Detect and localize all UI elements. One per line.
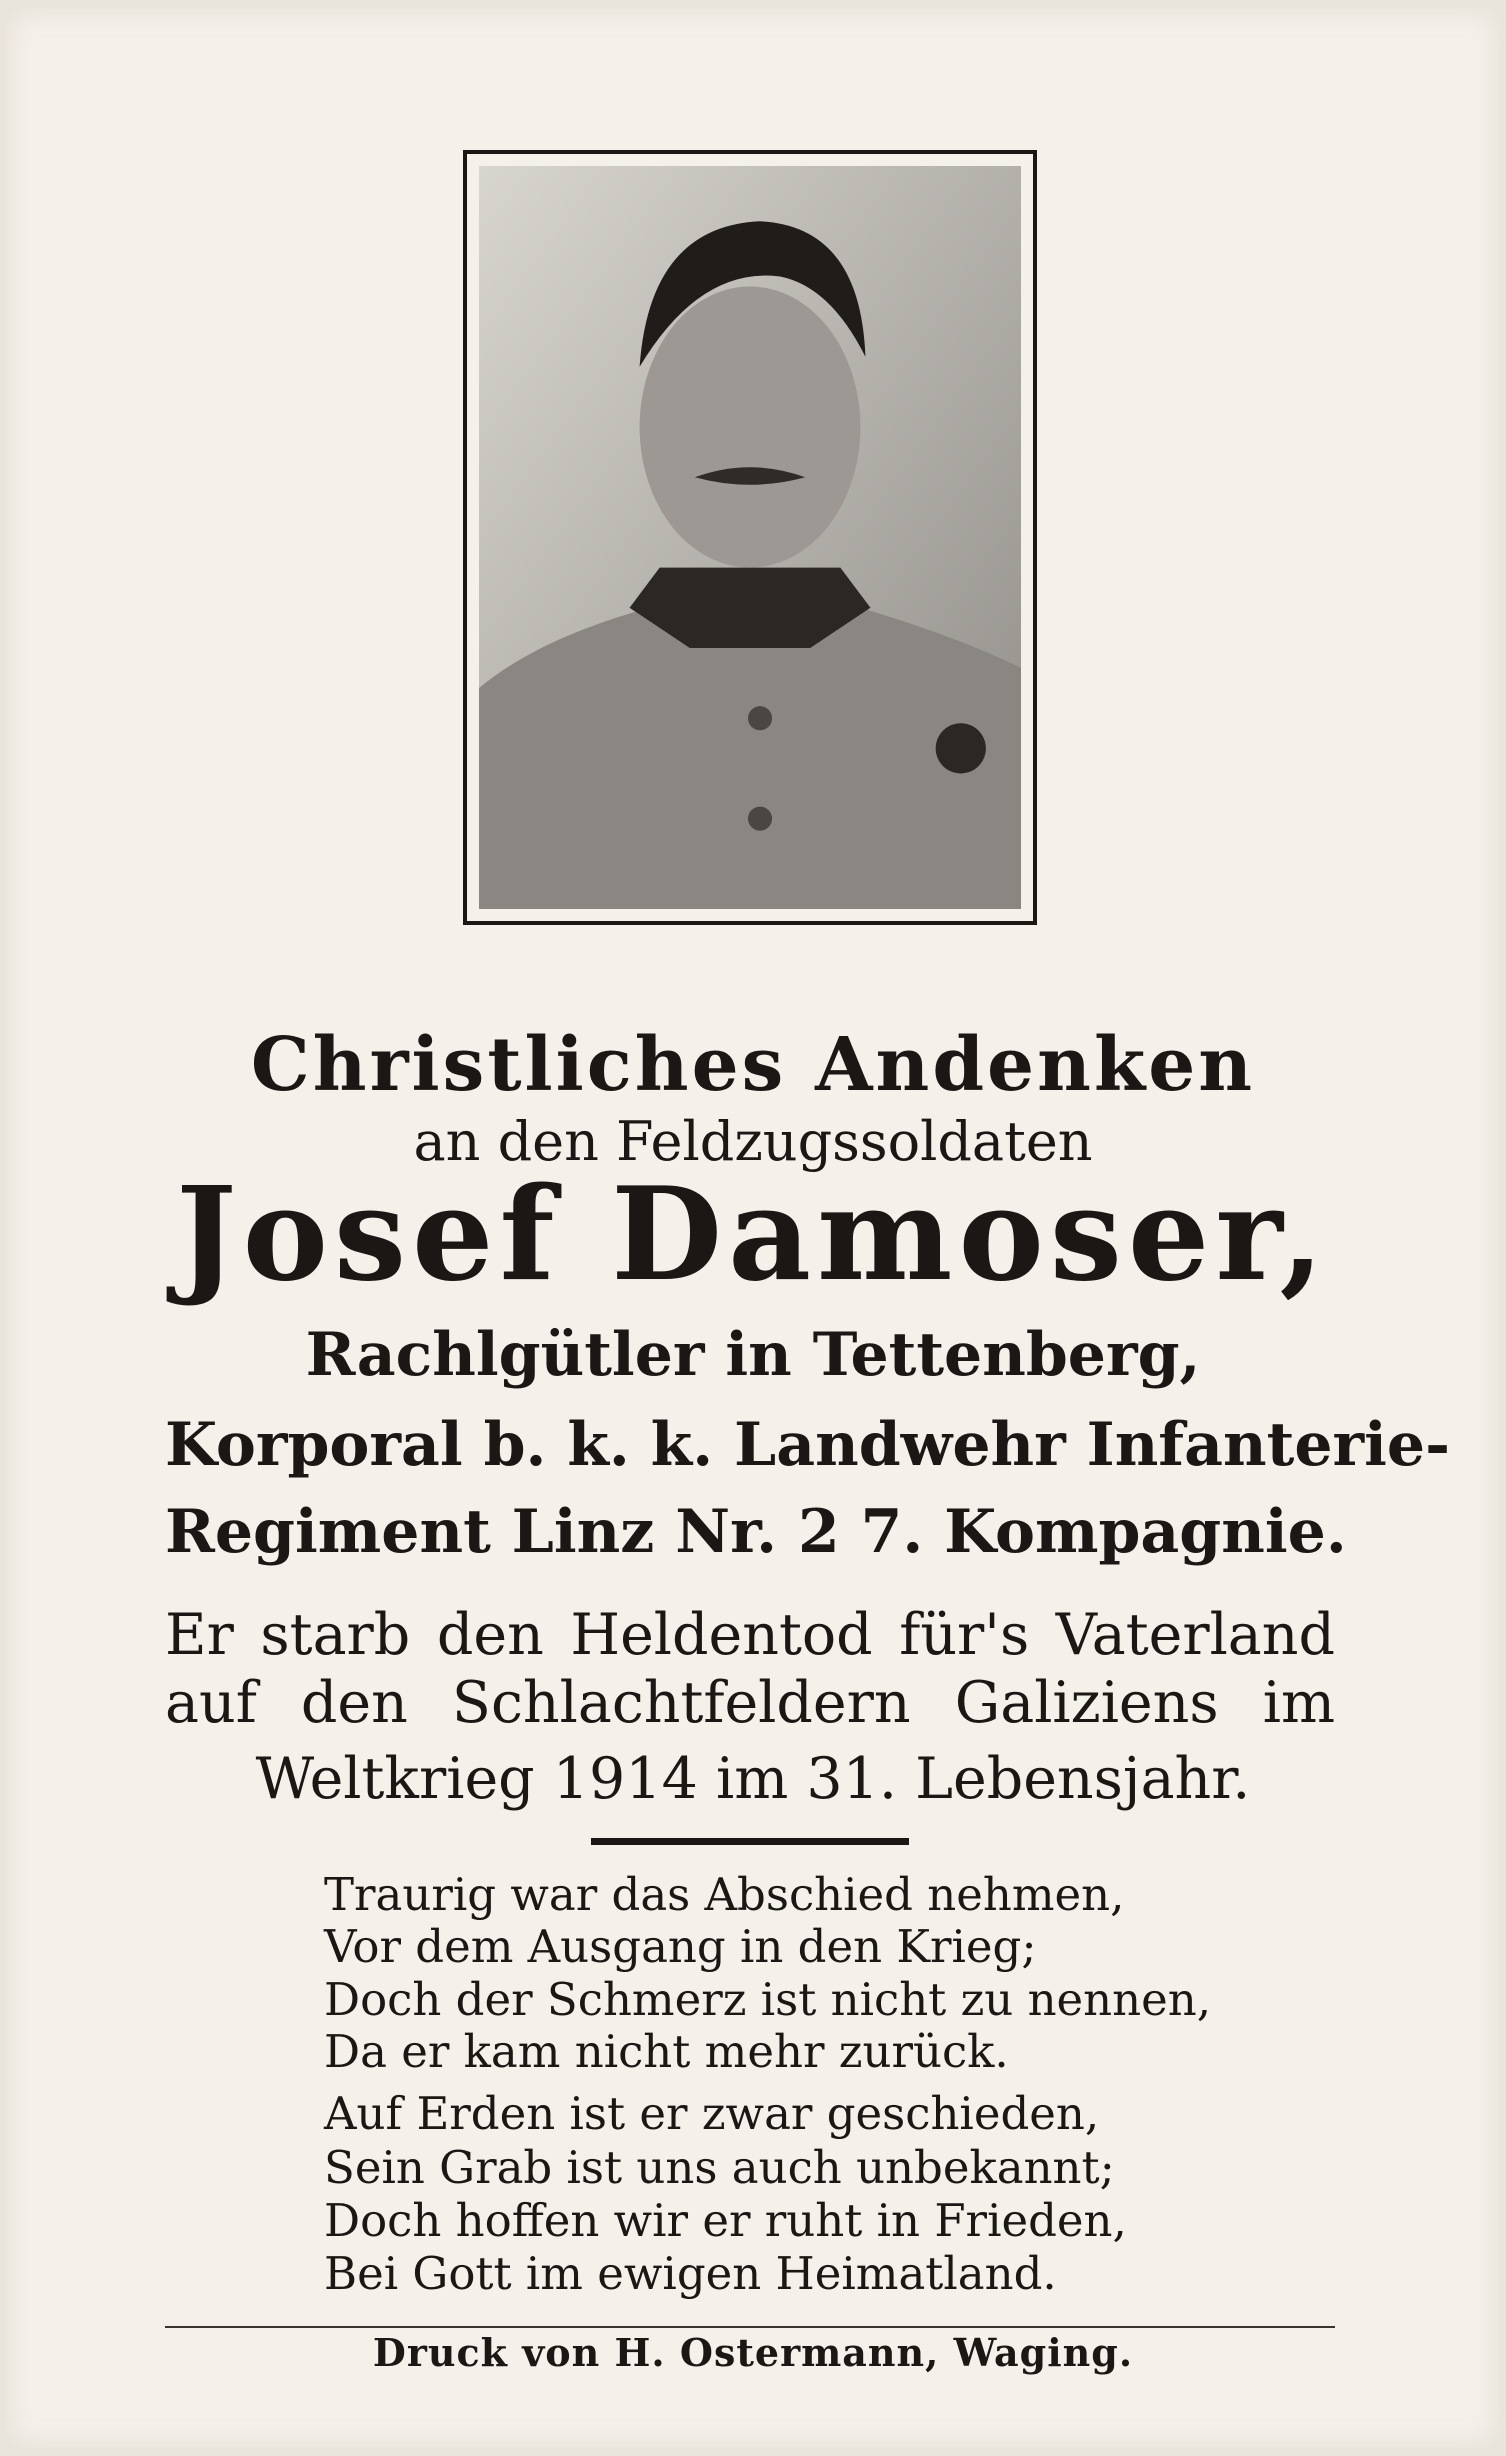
occupation-line: Rachlgütler in Tettenberg, bbox=[305, 1320, 1201, 1390]
poem-line: Doch der Schmerz ist nicht zu nennen, bbox=[324, 1973, 1212, 2026]
poem-line: Auf Erden ist er zwar geschieden, bbox=[324, 2087, 1100, 2140]
printer-credit: Druck von H. Ostermann, Waging. bbox=[372, 2330, 1134, 2375]
poem-line: Sein Grab ist uns auch unbekannt; bbox=[324, 2141, 1115, 2194]
poem-line: Da er kam nicht mehr zurück. bbox=[324, 2025, 1009, 2078]
poem-line: Vor dem Ausgang in den Krieg; bbox=[324, 1920, 1037, 1973]
divider-rule bbox=[591, 1838, 909, 1845]
rank-line-2: Regiment Linz Nr. 2 7. Kompagnie. bbox=[165, 1497, 1347, 1567]
poem-line: Bei Gott im ewigen Heimatland. bbox=[324, 2247, 1057, 2300]
footer-rule bbox=[165, 2326, 1335, 2328]
dedication-line: an den Feldzugssoldaten bbox=[413, 1110, 1093, 1173]
death-line-1: Er starb den Heldentod für's Vaterland bbox=[165, 1602, 1335, 1668]
soldier-name: Josef Damoser, bbox=[176, 1160, 1330, 1310]
rank-line-1: Korporal b. k. k. Landwehr Infanterie- bbox=[165, 1410, 1450, 1480]
soldier-portrait-photo bbox=[463, 150, 1037, 925]
death-line-2: auf den Schlachtfeldern Galiziens im bbox=[165, 1670, 1335, 1736]
poem-line: Traurig war das Abschied nehmen, bbox=[324, 1868, 1125, 1921]
card-title: Christliches Andenken bbox=[250, 1022, 1256, 1108]
poem-line: Doch hoffen wir er ruht in Frieden, bbox=[324, 2194, 1127, 2247]
death-line-3: Weltkrieg 1914 im 31. Lebensjahr. bbox=[255, 1746, 1251, 1812]
